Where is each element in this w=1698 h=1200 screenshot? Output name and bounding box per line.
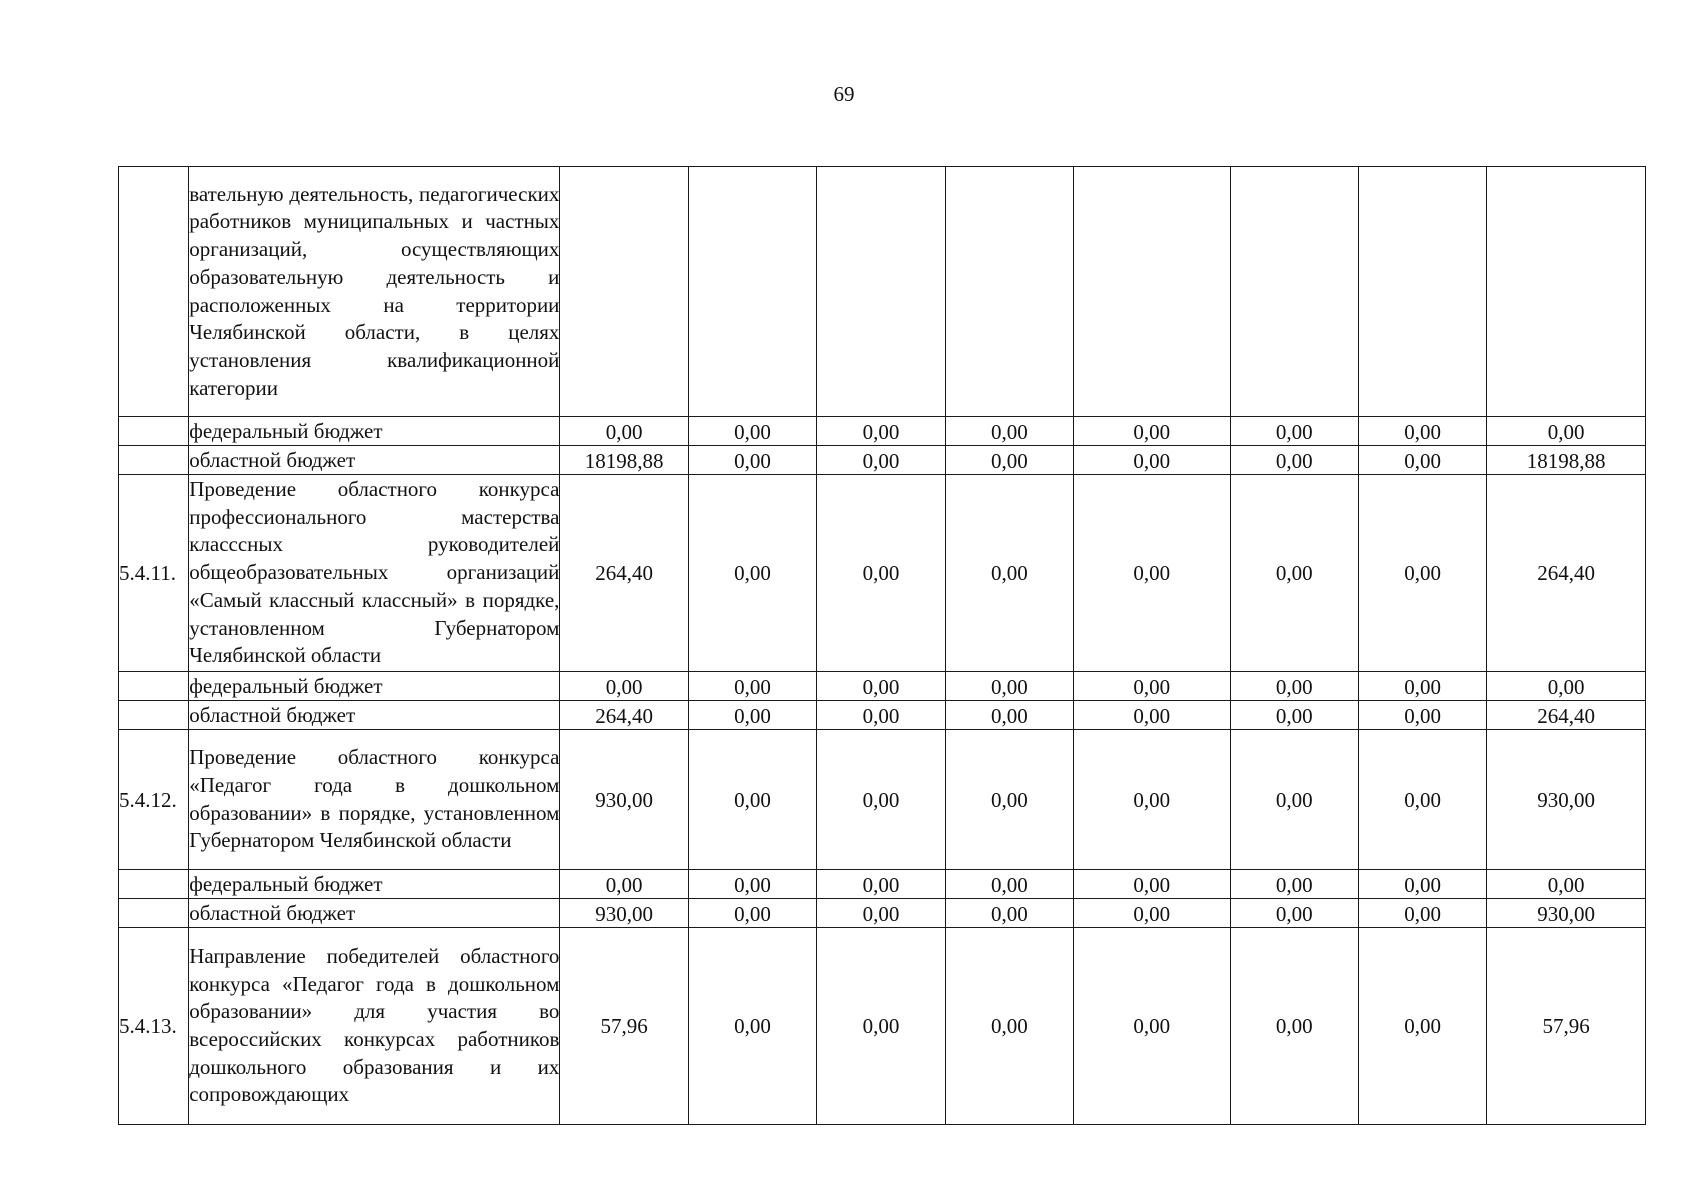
value-cell: 0,00 <box>560 672 688 701</box>
row-description: Проведение областного конкурса «Педагог года в дошкольном образовании» в порядке, установленном Губернатором Челябинской области <box>189 730 560 870</box>
value-cell: 0,00 <box>945 870 1073 899</box>
value-cell: 0,00 <box>1230 417 1358 446</box>
row-description: федеральный бюджет <box>189 672 560 701</box>
value-cell: 0,00 <box>560 870 688 899</box>
value-cell: 0,00 <box>688 928 816 1125</box>
table-row <box>119 446 1646 475</box>
value-cell: 0,00 <box>688 672 816 701</box>
value-cell: 264,40 <box>1487 701 1646 730</box>
row-description: Направление победителей областного конкурса «Педагог года в дошкольном образовании» для участия во всероссийских конкурсах работников дошкольного образования и их сопровождающих <box>189 928 560 1125</box>
value-cell: 0,00 <box>1358 417 1486 446</box>
value-cell: 0,00 <box>688 446 816 475</box>
row-description: областной бюджет <box>189 446 560 475</box>
value-cell: 0,00 <box>817 730 945 870</box>
value-cell: 0,00 <box>1230 870 1358 899</box>
value-cell: 0,00 <box>1358 730 1486 870</box>
value-cell: 0,00 <box>1074 475 1231 672</box>
value-cell: 0,00 <box>945 672 1073 701</box>
value-cell: 930,00 <box>1487 899 1646 928</box>
value-cell: 0,00 <box>1074 870 1231 899</box>
value-cell: 0,00 <box>1487 672 1646 701</box>
value-cell <box>688 167 816 417</box>
value-cell: 0,00 <box>817 672 945 701</box>
table-row <box>119 928 1646 1125</box>
table-row <box>119 701 1646 730</box>
value-cell: 264,40 <box>560 701 688 730</box>
value-cell <box>1358 167 1486 417</box>
value-cell: 0,00 <box>688 417 816 446</box>
value-cell <box>1487 167 1646 417</box>
budget-table <box>118 166 1646 1125</box>
row-description: областной бюджет <box>189 701 560 730</box>
table-row <box>119 672 1646 701</box>
value-cell: 0,00 <box>688 475 816 672</box>
value-cell: 57,96 <box>560 928 688 1125</box>
row-code <box>119 701 189 730</box>
row-description: федеральный бюджет <box>189 870 560 899</box>
page-number-text: 69 <box>833 82 855 106</box>
value-cell: 18198,88 <box>1487 446 1646 475</box>
row-code: 5.4.13. <box>119 928 189 1125</box>
table-body <box>119 167 1646 1125</box>
table-row <box>119 417 1646 446</box>
value-cell: 0,00 <box>817 417 945 446</box>
row-description: областной бюджет <box>189 899 560 928</box>
row-code: 5.4.11. <box>119 475 189 672</box>
value-cell: 0,00 <box>817 446 945 475</box>
row-code <box>119 899 189 928</box>
value-cell: 930,00 <box>560 899 688 928</box>
value-cell: 0,00 <box>1074 928 1231 1125</box>
value-cell: 0,00 <box>817 701 945 730</box>
value-cell: 0,00 <box>945 730 1073 870</box>
value-cell: 0,00 <box>688 701 816 730</box>
value-cell: 0,00 <box>1230 899 1358 928</box>
row-code <box>119 446 189 475</box>
value-cell: 0,00 <box>817 899 945 928</box>
value-cell: 0,00 <box>1487 870 1646 899</box>
value-cell: 0,00 <box>817 475 945 672</box>
value-cell: 0,00 <box>1358 701 1486 730</box>
value-cell: 0,00 <box>1358 475 1486 672</box>
value-cell: 930,00 <box>560 730 688 870</box>
row-code <box>119 417 189 446</box>
row-code <box>119 167 189 417</box>
value-cell: 0,00 <box>945 899 1073 928</box>
value-cell: 0,00 <box>1074 417 1231 446</box>
value-cell: 0,00 <box>1358 672 1486 701</box>
value-cell: 0,00 <box>1074 701 1231 730</box>
table-row <box>119 475 1646 672</box>
value-cell: 0,00 <box>945 417 1073 446</box>
row-code <box>119 672 189 701</box>
value-cell: 0,00 <box>1358 899 1486 928</box>
value-cell: 0,00 <box>945 475 1073 672</box>
value-cell: 0,00 <box>1230 701 1358 730</box>
row-code: 5.4.12. <box>119 730 189 870</box>
value-cell: 0,00 <box>817 870 945 899</box>
value-cell: 0,00 <box>1230 928 1358 1125</box>
value-cell: 0,00 <box>1487 417 1646 446</box>
value-cell: 0,00 <box>1358 928 1486 1125</box>
row-code <box>119 870 189 899</box>
value-cell: 264,40 <box>1487 475 1646 672</box>
value-cell: 0,00 <box>1074 446 1231 475</box>
value-cell: 0,00 <box>688 870 816 899</box>
value-cell: 18198,88 <box>560 446 688 475</box>
value-cell: 0,00 <box>1074 672 1231 701</box>
value-cell: 0,00 <box>1358 870 1486 899</box>
table-row <box>119 870 1646 899</box>
page-number <box>0 82 1698 107</box>
value-cell <box>560 167 688 417</box>
value-cell: 0,00 <box>945 446 1073 475</box>
value-cell: 0,00 <box>688 899 816 928</box>
value-cell <box>945 167 1073 417</box>
value-cell: 0,00 <box>1230 446 1358 475</box>
value-cell: 0,00 <box>1358 446 1486 475</box>
value-cell: 0,00 <box>1230 475 1358 672</box>
value-cell: 0,00 <box>1230 672 1358 701</box>
row-description: Проведение областного конкурса профессионального мастерства класссных руководителей общеобразовательных организаций «Самый классный классный» в порядке, установленном Губернатором Челябинской области <box>189 475 560 672</box>
value-cell: 0,00 <box>1074 730 1231 870</box>
value-cell: 0,00 <box>688 730 816 870</box>
value-cell: 264,40 <box>560 475 688 672</box>
value-cell: 930,00 <box>1487 730 1646 870</box>
value-cell: 0,00 <box>945 701 1073 730</box>
value-cell: 0,00 <box>945 928 1073 1125</box>
value-cell <box>817 167 945 417</box>
value-cell: 0,00 <box>1074 899 1231 928</box>
value-cell <box>1074 167 1231 417</box>
value-cell: 0,00 <box>817 928 945 1125</box>
value-cell: 0,00 <box>560 417 688 446</box>
table-row <box>119 730 1646 870</box>
table-row <box>119 167 1646 417</box>
row-description: вательную деятельность, педагогических работников муниципальных и частных организаций, осуществляющих образовательную деятельность и расположенных на территории Челябинской области, в целях установления квалификационной категории <box>189 167 560 417</box>
value-cell: 57,96 <box>1487 928 1646 1125</box>
table-row <box>119 899 1646 928</box>
value-cell <box>1230 167 1358 417</box>
row-description: федеральный бюджет <box>189 417 560 446</box>
value-cell: 0,00 <box>1230 730 1358 870</box>
